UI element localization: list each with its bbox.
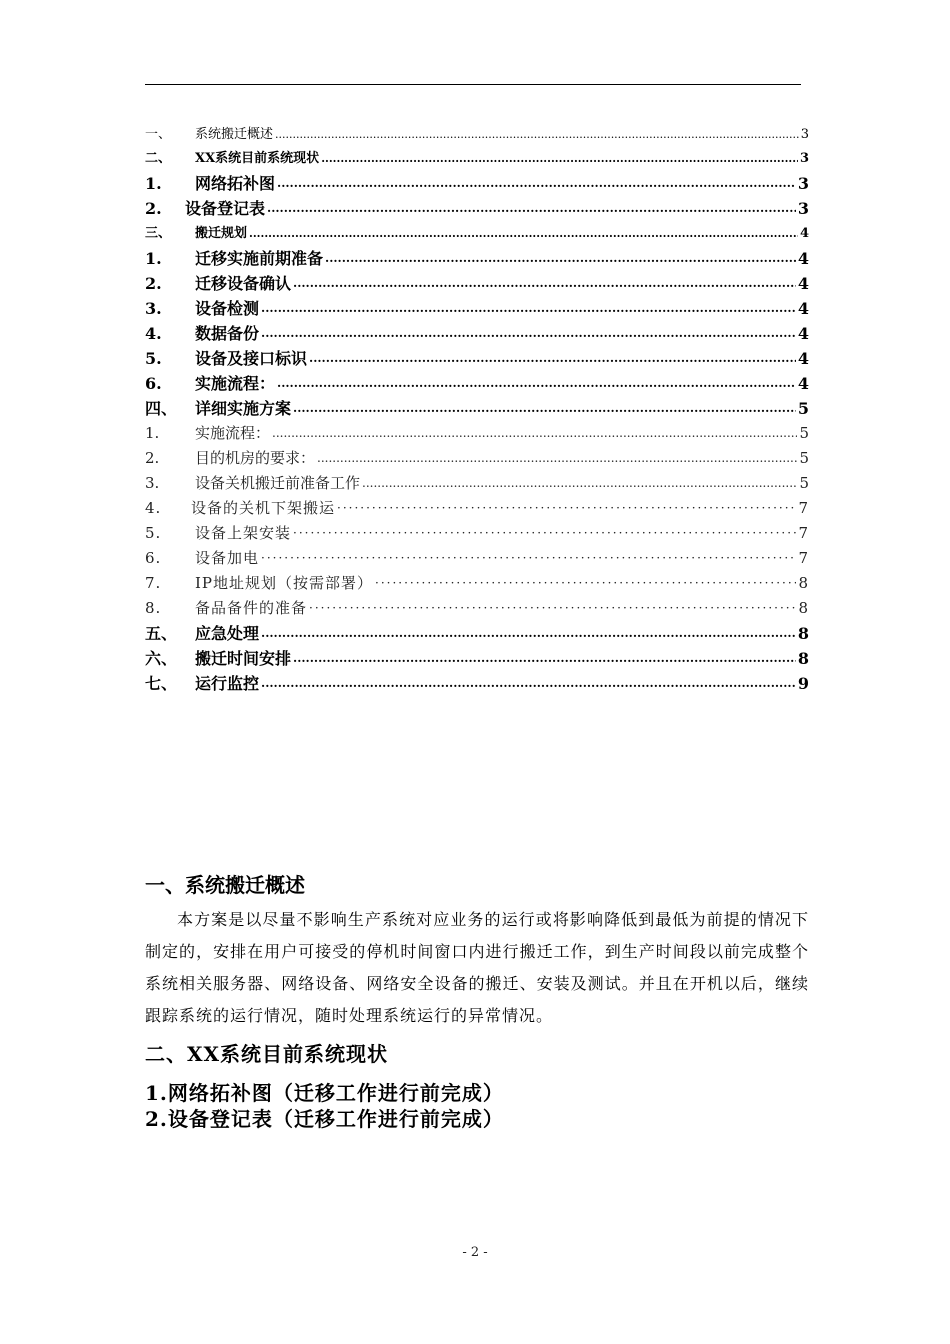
toc-number: 一、 <box>145 127 172 142</box>
toc-page-number: 3 <box>797 174 809 193</box>
toc-leader <box>277 371 796 396</box>
toc-title: 备品备件的准备 <box>195 599 308 617</box>
document-body <box>145 866 809 1132</box>
toc-title: 设备登记表 <box>185 199 266 218</box>
toc-leader <box>249 221 798 246</box>
toc-entry[interactable] <box>145 221 809 246</box>
toc-title: 网络拓补图 <box>195 174 276 193</box>
toc-entry[interactable] <box>145 446 809 471</box>
toc-page-number: 5 <box>799 474 809 492</box>
toc-title: IP地址规划（按需部署） <box>195 574 374 592</box>
toc-page-number: 5 <box>799 424 809 442</box>
toc-number: 二、 <box>145 151 172 166</box>
toc-entry[interactable] <box>145 571 809 596</box>
subsection-heading: 2.设备登记表（迁移工作进行前完成） <box>145 1107 504 1131</box>
toc-number: 五、 <box>145 624 178 643</box>
toc-page-number: 7 <box>798 549 809 567</box>
toc-entry[interactable] <box>145 271 809 296</box>
toc-leader <box>293 271 796 296</box>
toc-entry[interactable] <box>145 321 809 346</box>
toc-page-number: 4 <box>797 349 809 368</box>
toc-number: 四、 <box>145 399 178 418</box>
toc-page-number: 8 <box>797 624 809 643</box>
toc-entry[interactable] <box>145 371 809 396</box>
toc-leader <box>261 671 796 696</box>
toc-leader <box>317 446 797 471</box>
toc-number: 1. <box>145 249 162 268</box>
toc-number: 5. <box>145 349 162 368</box>
toc-leader <box>261 321 796 346</box>
toc-leader <box>362 471 797 496</box>
page-number-footer: - 2 - <box>462 1245 488 1260</box>
toc-title: 系统搬迁概述 <box>195 127 274 142</box>
toc-title: 目的机房的要求： <box>195 449 316 467</box>
toc-entry[interactable] <box>145 171 809 196</box>
toc-title: 运行监控 <box>195 674 260 693</box>
toc-entry[interactable] <box>145 196 809 221</box>
toc-entry[interactable] <box>145 646 809 671</box>
toc-leader <box>325 246 796 271</box>
section-heading: 一、系统搬迁概述 <box>145 873 305 897</box>
toc-leader <box>309 346 796 371</box>
toc-page-number: 4 <box>797 249 809 268</box>
toc-number: 2. <box>145 199 162 218</box>
toc-entry[interactable] <box>145 471 809 496</box>
toc-entry[interactable] <box>145 296 809 321</box>
toc-page-number: 4 <box>797 299 809 318</box>
toc-number: 4. <box>145 499 162 517</box>
toc-number: 6. <box>145 374 162 393</box>
toc-title: 实施流程： <box>195 374 276 393</box>
toc-number: 3. <box>145 474 160 492</box>
toc-page-number: 7 <box>798 499 809 517</box>
toc-entry[interactable] <box>145 421 809 446</box>
toc-leader <box>321 146 798 171</box>
toc-title: 设备检测 <box>195 299 260 318</box>
toc-entry[interactable] <box>145 596 809 621</box>
toc-page-number: 3 <box>800 127 809 142</box>
toc-title: 设备及接口标识 <box>195 349 308 368</box>
toc-title: 设备关机搬迁前准备工作 <box>195 474 361 492</box>
toc-entry[interactable] <box>145 246 809 271</box>
toc-leader <box>261 296 796 321</box>
toc-entry[interactable] <box>145 621 809 646</box>
toc-title: XX系统目前系统现状 <box>195 151 320 166</box>
toc-page-number: 7 <box>798 524 809 542</box>
toc-entry[interactable] <box>145 671 809 696</box>
toc-entry[interactable] <box>145 496 809 521</box>
toc-leader <box>275 124 799 146</box>
toc-page-number: 4 <box>797 324 809 343</box>
toc-page-number: 4 <box>799 226 809 241</box>
toc-leader <box>261 546 796 571</box>
toc-number: 七、 <box>145 674 178 693</box>
toc-leader <box>293 646 796 671</box>
toc-page-number: 5 <box>799 449 809 467</box>
toc-title: 设备上架安装 <box>195 524 292 542</box>
toc-title: 设备加电 <box>195 549 260 567</box>
toc-title: 迁移设备确认 <box>195 274 292 293</box>
toc-page-number: 9 <box>797 674 809 693</box>
toc-leader <box>293 521 796 546</box>
header-rule <box>145 84 801 85</box>
toc-page-number: 8 <box>798 574 809 592</box>
toc-page-number: 4 <box>797 274 809 293</box>
toc-page-number: 3 <box>799 151 809 166</box>
toc-title: 数据备份 <box>195 324 260 343</box>
toc-leader <box>277 171 796 196</box>
toc-entry[interactable] <box>145 124 809 146</box>
toc-title: 设备的关机下架搬运 <box>191 499 336 517</box>
toc-number: 三、 <box>145 226 172 241</box>
toc-page-number: 3 <box>797 199 809 218</box>
toc-title: 应急处理 <box>195 624 260 643</box>
toc-number: 7. <box>145 574 162 592</box>
toc-number: 2. <box>145 274 162 293</box>
toc-page-number: 8 <box>798 599 809 617</box>
toc-title: 实施流程： <box>195 424 271 442</box>
toc-number: 4. <box>145 324 162 343</box>
toc-leader <box>261 621 796 646</box>
toc-number: 6. <box>145 549 162 567</box>
body-paragraph: 本方案是以尽量不影响生产系统对应业务的运行或将影响降低到最低为前提的情况下制定的，安排在用户可接受的停机时间窗口内进行搬迁工作，到生产时间段以前完成整个系统相关服务器、网络设备、网络安全设备的搬迁、安装及测试。并且在开机以后，继续跟踪系统的运行情况，随时处理系统运行的异常情况。 <box>145 910 809 1025</box>
toc-leader <box>375 571 796 596</box>
toc-entry[interactable] <box>145 521 809 546</box>
toc-title: 详细实施方案 <box>195 399 292 418</box>
toc-page-number: 8 <box>797 649 809 668</box>
toc-title: 搬迁规划 <box>195 226 248 241</box>
toc-leader <box>293 396 796 421</box>
toc-number: 六、 <box>145 649 178 668</box>
toc-leader <box>337 496 796 521</box>
toc-number: 1. <box>145 424 160 442</box>
toc-leader <box>309 596 796 621</box>
toc-entry[interactable] <box>145 396 809 421</box>
toc-number: 2. <box>145 449 160 467</box>
subsection-heading: 1.网络拓补图（迁移工作进行前完成） <box>145 1081 504 1105</box>
toc-leader <box>272 421 797 446</box>
toc-entry[interactable] <box>145 346 809 371</box>
toc-number: 5. <box>145 524 162 542</box>
table-of-contents <box>145 124 809 696</box>
section-heading: 二、XX系统目前系统现状 <box>145 1042 389 1066</box>
toc-number: 8. <box>145 599 162 617</box>
toc-entry[interactable] <box>145 146 809 171</box>
toc-page-number: 5 <box>797 399 809 418</box>
toc-leader <box>267 196 796 221</box>
toc-number: 3. <box>145 299 162 318</box>
toc-title: 迁移实施前期准备 <box>195 249 324 268</box>
toc-entry[interactable] <box>145 546 809 571</box>
toc-number: 1. <box>145 174 162 193</box>
toc-page-number: 4 <box>797 374 809 393</box>
toc-title: 搬迁时间安排 <box>195 649 292 668</box>
